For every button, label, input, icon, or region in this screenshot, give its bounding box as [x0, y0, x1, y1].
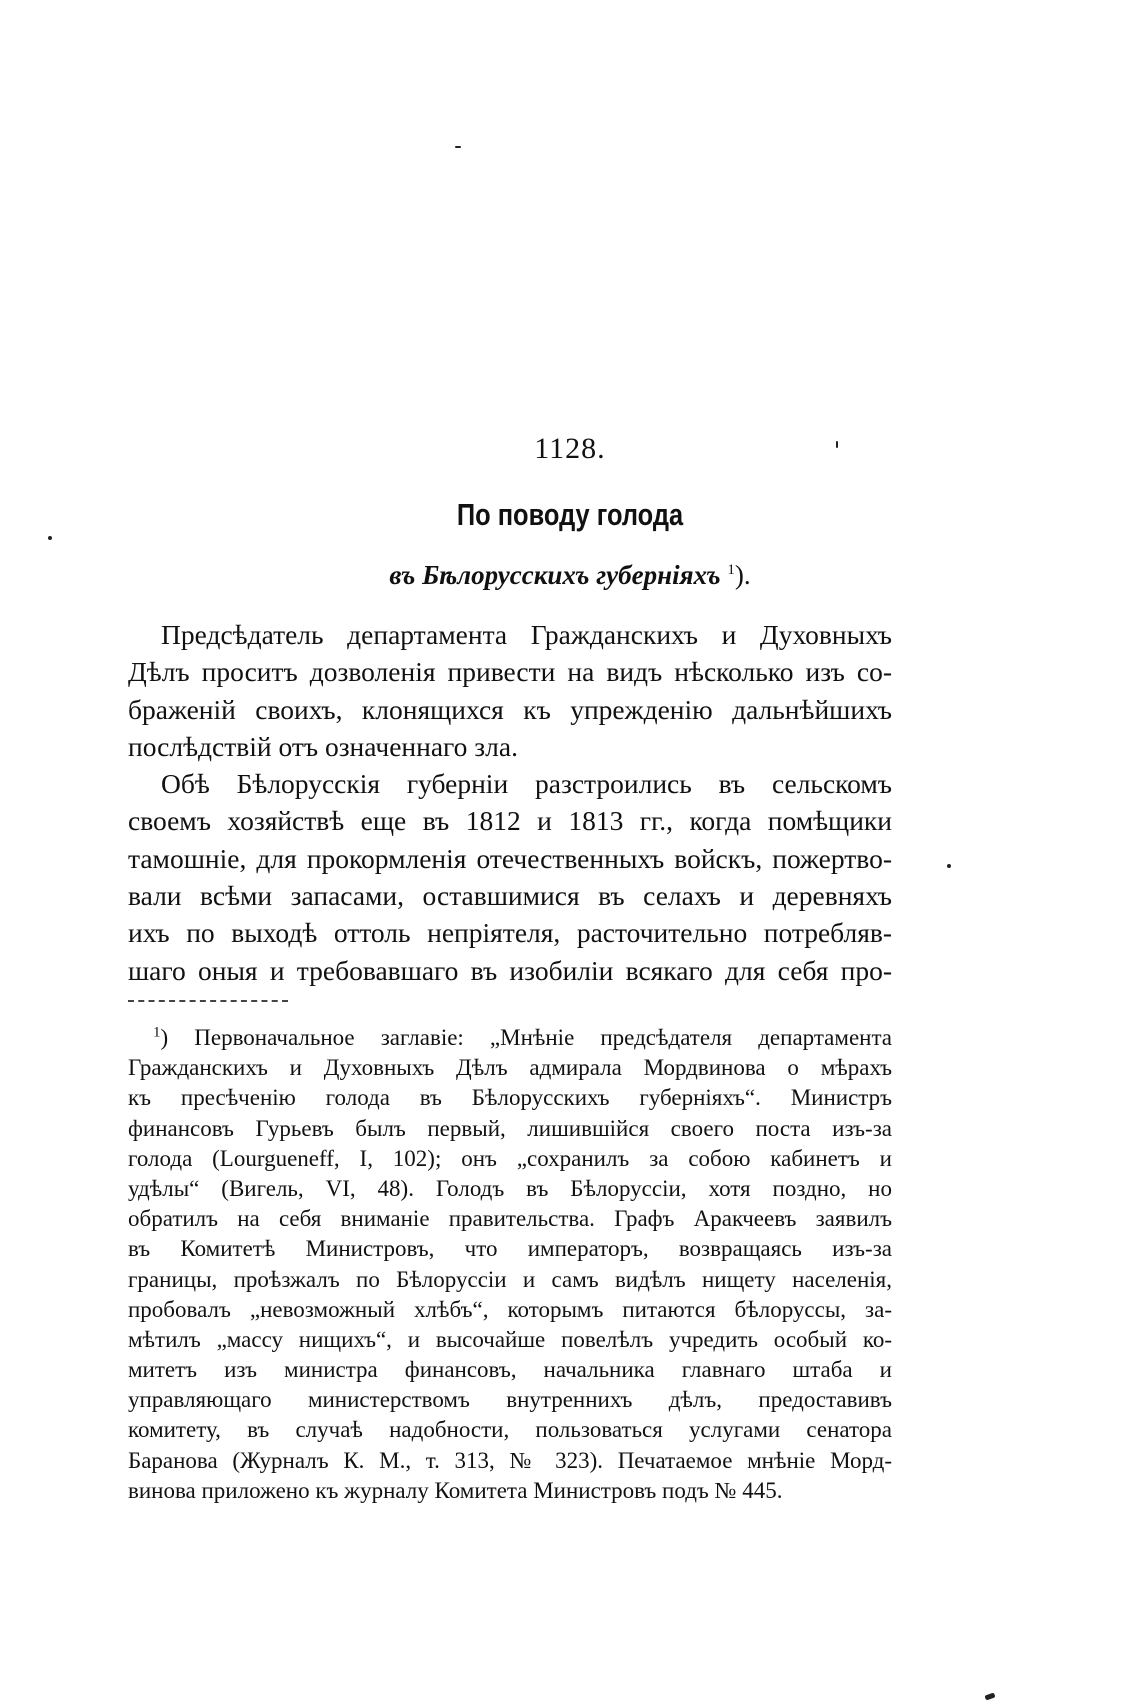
document-title: По поводу голода: [456, 497, 684, 532]
scan-speck: [48, 536, 52, 540]
body-text: [128, 616, 892, 989]
footnote-line: управляющаго министерствомъ внутреннихъ дѣлъ, предоставивъ: [128, 1387, 892, 1413]
footnote-line: мѣтилъ „массу нищихъ“, и высочайше повелѣлъ учредить особый ко-: [128, 1326, 892, 1352]
footnote-line: Баранова (Журналъ К. М., т. 313, № 323). Печатаемое мнѣніе Морд-: [128, 1447, 892, 1473]
footnote-mark: 1: [153, 1024, 161, 1041]
document-subtitle: [0, 558, 1140, 592]
footnote-line: удѣлы“ (Вигель, VI, 48). Голодъ въ Бѣлоруссіи, хотя поздно, но: [128, 1175, 892, 1201]
footnote-line: къ пресѣченію голода въ Бѣлорусскихъ губерніяхъ“. Министръ: [128, 1085, 892, 1111]
text-line: послѣдствій отъ означеннаго зла.: [128, 730, 518, 762]
footnote-reference: 1: [727, 562, 735, 578]
text-line: своемъ хозяйствѣ еще въ 1812 и 1813 гг., когда помѣщики: [128, 805, 892, 837]
footnote-line: финансовъ Гурьевъ былъ первый, лишившійся своего поста изъ-за: [128, 1115, 892, 1141]
text-line: Предсѣдатель департамента Гражданскихъ и Духовныхъ: [161, 619, 892, 650]
scan-speck: [455, 146, 461, 148]
footnote-line: голода (Lourgueneff, I, 102); онъ „сохранилъ за собою кабинетъ и: [128, 1145, 892, 1171]
footnote-divider: [128, 1000, 288, 1002]
footnote-line: обратилъ на себя вниманіе правительства. Графъ Аракчеевъ заявилъ: [128, 1206, 892, 1232]
paragraph-2: [128, 765, 892, 989]
subtitle-closing: ).: [734, 560, 751, 590]
subtitle-text: въ Бѣлорусскихъ губерніяхъ: [389, 560, 721, 590]
scan-speck: [984, 1692, 995, 1700]
footnote-line: митетъ изъ министра финансовъ, начальника главнаго штаба и: [128, 1357, 892, 1383]
footnote-line: [128, 1023, 892, 1053]
text-line: Обѣ Бѣлорусскія губерніи разстроились въ сельскомъ: [161, 768, 892, 800]
footnote-line: пробовалъ „невозможный хлѣбъ“, которымъ питаются бѣлоруссы, за-: [128, 1296, 892, 1322]
footnote: [128, 1023, 892, 1506]
footnote-line: Гражданскихъ и Духовныхъ Дѣлъ адмирала Мордвинова о мѣрахъ: [128, 1055, 892, 1081]
footnote-line-text: ) Первоначальное заглавіе: „Мнѣніе предсѣдателя департамента: [160, 1025, 892, 1050]
footnote-line: въ Комитетѣ Министровъ, что императоръ, возвращаясь изъ-за: [128, 1236, 892, 1262]
text-line: Дѣлъ проситъ дозволенія привести на видъ нѣсколько изъ со-: [128, 656, 892, 688]
scan-speck: [947, 864, 951, 868]
text-line: шаго оныя и требовавшаго въ изобиліи всякаго для себя про-: [128, 954, 892, 986]
text-line: браженій своихъ, клонящихся къ упрежденію дальнѣйшихъ: [128, 693, 892, 725]
footnote-line: винова приложено къ журналу Комитета Министровъ подъ № 445.: [128, 1477, 783, 1503]
document-number: 1128.: [534, 432, 606, 465]
paragraph-1: [128, 616, 892, 765]
text-line: вали всѣми запасами, оставшимися въ селахъ и деревняхъ: [128, 880, 892, 912]
footnote-line: комитету, въ случаѣ надобности, пользоваться услугами сенатора: [128, 1417, 892, 1443]
footnote-line: границы, проѣзжалъ по Бѣлоруссіи и самъ видѣлъ нищету населенія,: [128, 1266, 892, 1292]
text-line: ихъ по выходѣ оттоль непріятеля, расточительно потребляв-: [128, 917, 892, 949]
text-line: тамошніе, для прокормленія отечественныхъ войскъ, пожертво-: [128, 842, 892, 874]
